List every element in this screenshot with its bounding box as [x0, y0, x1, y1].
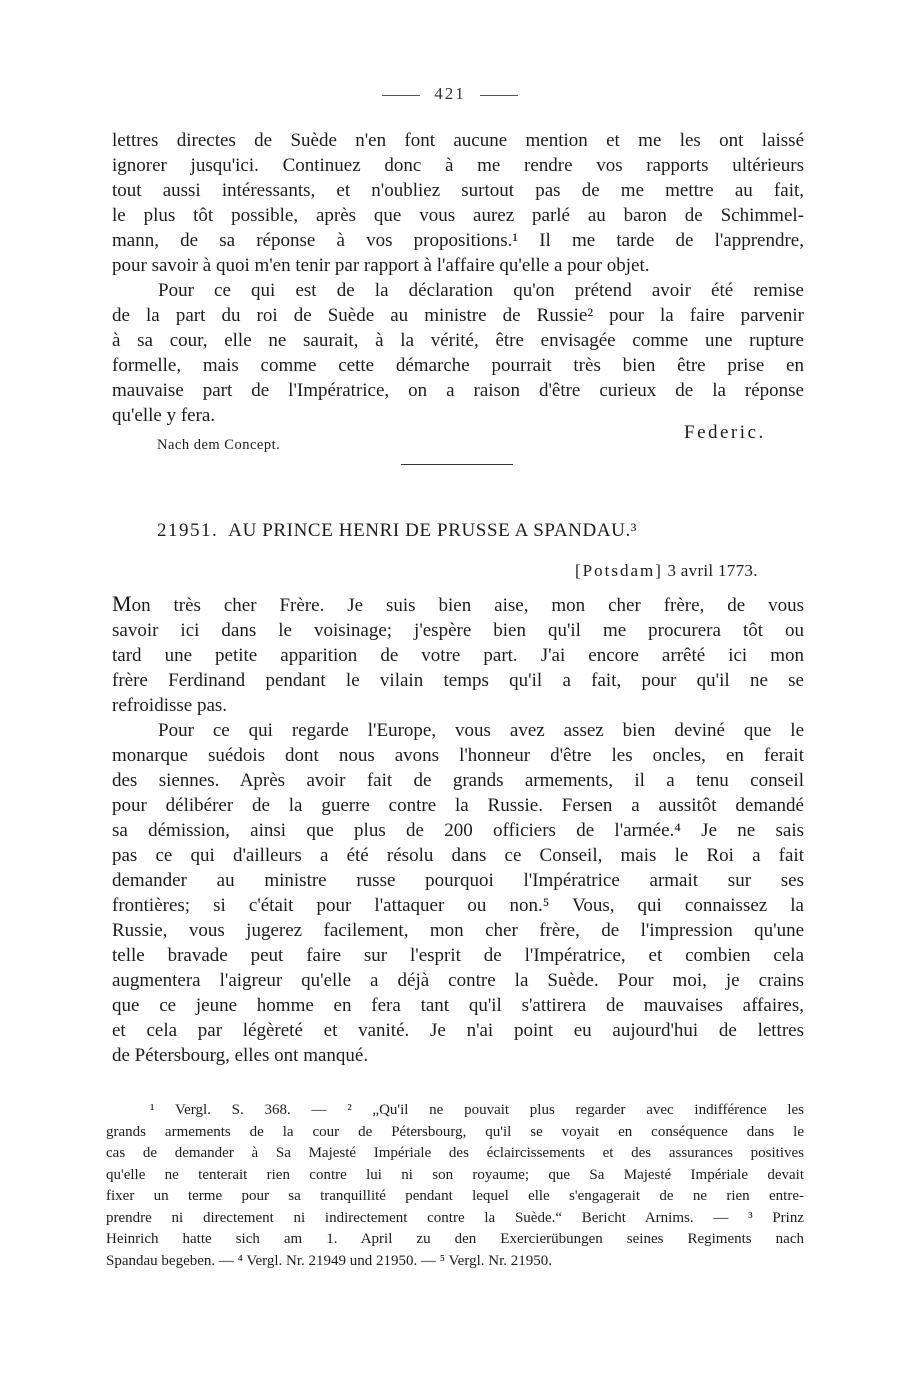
footnote-line: prendre ni directement ni indirectement contre la Suède.“ Bericht Arnims. — ³ Prinz — [106, 1209, 804, 1226]
text-line: Russie, vous jugerez facilement, mon cher frère, de l'impression qu'une — [112, 920, 804, 941]
page-number: 421 — [434, 84, 466, 103]
text-line: sa démission, ainsi que plus de 200 officiers de l'armée.⁴ Je ne sais — [112, 820, 804, 841]
footnote-line: cas de demander à Sa Majesté Impériale des éclaircissements et des assurances positives — [106, 1145, 804, 1161]
text-line-rest: on très cher Frère. Je suis bien aise, mon cher frère, de vous — [131, 595, 804, 616]
text-line: frère Ferdinand pendant le vilain temps qu'il a fait, pour qu'il ne se — [112, 670, 804, 691]
text-line: que ce jeune homme en fera tant qu'il s'attirera de mauvaises affaires, — [112, 995, 804, 1016]
text-line: à sa cour, elle ne saurait, à la vérité, être envisagée comme une rupture — [112, 330, 804, 351]
header-dash-left — [382, 95, 420, 96]
page-header — [0, 84, 900, 104]
text-line: monarque suédois dont nous avons l'honneur d'être les oncles, en ferait — [112, 745, 804, 766]
text-line: Pour ce qui est de la déclaration qu'on prétend avoir été remise — [158, 280, 804, 301]
source-note: Nach dem Concept. — [157, 437, 281, 453]
signature: Federic. — [684, 422, 766, 443]
letter-title: AU PRINCE HENRI DE PRUSSE A SPANDAU.³ — [228, 520, 638, 541]
footnote-line: Heinrich hatte sich am 1. April zu den Exercierübungen seines Regiments nach — [106, 1231, 804, 1247]
text-line: des siennes. Après avoir fait de grands armements, il a tenu conseil — [112, 770, 804, 791]
text-line: pour savoir à quoi m'en tenir par rapport à l'affaire qu'elle a pour objet. — [112, 255, 650, 276]
salutation-initial: M — [112, 591, 132, 616]
footnote-line: grands armements de la cour de Pétersbourg, qu'il se voyait en conséquence dans le — [106, 1123, 804, 1140]
text-line: ignorer jusqu'ici. Continuez donc à me rendre vos rapports ultérieurs — [112, 155, 804, 176]
text-line: augmentera l'aigreur qu'elle a déjà contre la Suède. Pour moi, je crains — [112, 970, 804, 991]
text-line: telle bravade peut faire sur l'esprit de l'Impératrice, et combien cela — [112, 945, 804, 966]
text-line: formelle, mais comme cette démarche pourrait très bien être prise en — [112, 355, 804, 376]
letter-dateline — [575, 561, 758, 581]
footnote-line: ¹ Vergl. S. 368. — ² „Qu'il ne pouvait plus regarder avec indifférence les — [150, 1102, 804, 1118]
text-line: refroidisse pas. — [112, 695, 228, 716]
text-line: frontières; si c'était pour l'attaquer ou non.⁵ Vous, qui connaissez la — [112, 895, 804, 916]
letter-number: 21951. — [157, 520, 219, 541]
footnote-line: Spandau begeben. — ⁴ Vergl. Nr. 21949 und 21950. — ⁵ Vergl. Nr. 21950. — [106, 1252, 552, 1269]
text-line-first — [112, 591, 804, 618]
text-line: Pour ce qui regarde l'Europe, vous avez assez bien deviné que le — [158, 720, 804, 741]
text-line: savoir ici dans le voisinage; j'espère bien qu'il me procurera tôt ou — [112, 620, 804, 641]
footnotes — [106, 1100, 804, 1272]
letter-date: 3 avril 1773. — [667, 561, 758, 580]
section-divider — [401, 464, 513, 465]
text-line: de Pétersbourg, elles ont manqué. — [112, 1045, 369, 1066]
text-line: mauvaise part de l'Impératrice, on a raison d'être curieux de la réponse — [112, 380, 804, 401]
text-line: mann, de sa réponse à vos propositions.¹ Il me tarde de l'apprendre, — [112, 230, 804, 251]
text-line: lettres directes de Suède n'en font aucune mention et me les ont laissé — [112, 130, 804, 151]
footnote-line: fixer un terme pour sa tranquillité pendant lequel elle s'engagerait de ne rien entre- — [106, 1188, 804, 1204]
letter-place: [Potsdam] — [575, 561, 663, 580]
text-line: de la part du roi de Suède au ministre de Russie² pour la faire parvenir — [112, 305, 804, 326]
letter-heading — [157, 520, 637, 542]
text-line: le plus tôt possible, après que vous aurez parlé au baron de Schimmel- — [112, 205, 804, 226]
previous-letter-text — [112, 128, 804, 428]
text-line: pour délibérer de la guerre contre la Russie. Fersen a aussitôt demandé — [112, 795, 804, 816]
text-line: tout aussi intéressants, et n'oubliez surtout pas de me mettre au fait, — [112, 180, 804, 201]
text-line: qu'elle y fera. — [112, 405, 216, 426]
text-line: demander au ministre russe pourquoi l'Impératrice armait sur ses — [112, 870, 804, 891]
text-line: pas ce qui d'ailleurs a été résolu dans ce Conseil, mais le Roi a fait — [112, 845, 804, 866]
text-line: tard une petite apparition de votre part. J'ai encore arrêté ici mon — [112, 645, 804, 666]
letter-body — [112, 591, 804, 1068]
footnote-line: qu'elle ne tenterait rien contre lui ni son royaume; que Sa Majesté Impériale devait — [106, 1166, 804, 1183]
text-line: et cela par légèreté et vanité. Je n'ai point eu aujourd'hui de lettres — [112, 1020, 804, 1041]
header-dash-right — [480, 95, 518, 96]
